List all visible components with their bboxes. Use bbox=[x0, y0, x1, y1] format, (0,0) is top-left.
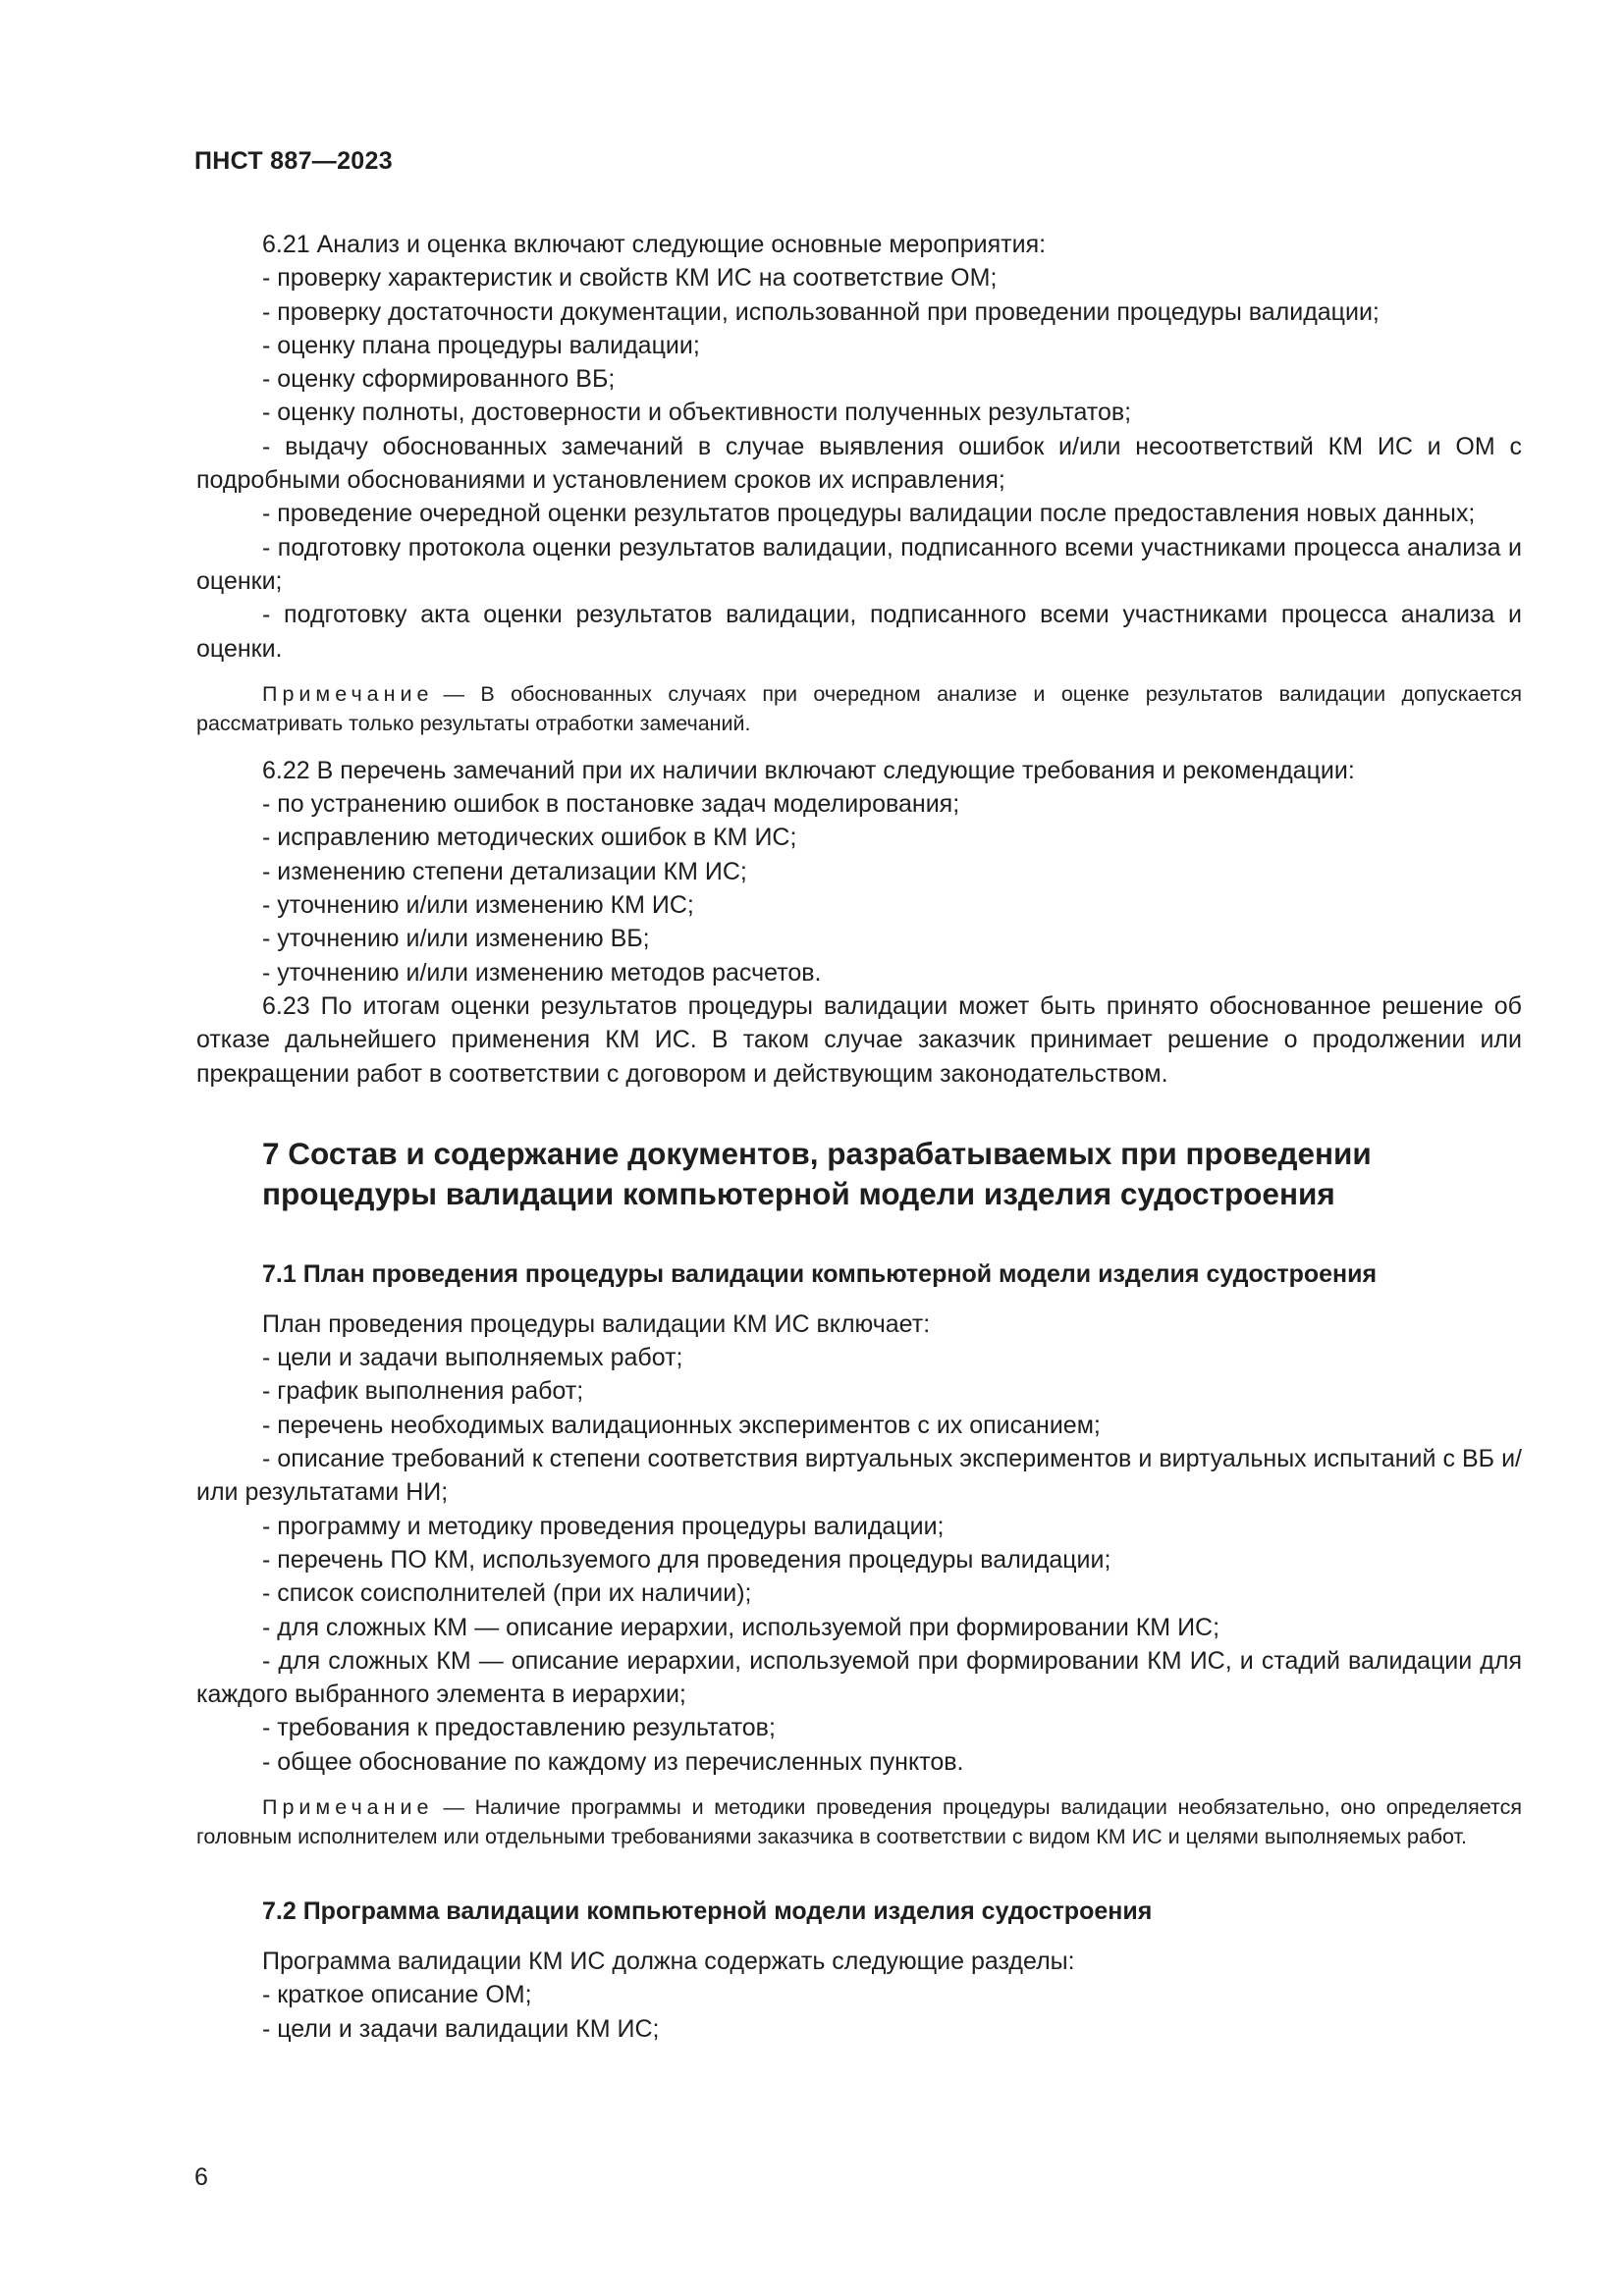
section-7-1-intro: План проведения процедуры валидации КМ ИС включает: bbox=[262, 1309, 931, 1338]
list-item: - для сложных КМ — описание иерархии, используемой при формировании КМ ИС; bbox=[262, 1613, 1220, 1641]
note-text: — В обоснованных случаях при очередном анализе и оценке результатов валидации допускается рассматривать только результаты отработки замечаний. bbox=[196, 681, 1522, 735]
list-item: - список соисполнителей (при их наличии); bbox=[262, 1579, 752, 1608]
list-item: - цели и задачи валидации КМ ИС; bbox=[262, 2014, 660, 2043]
section-7-2-intro: Программа валидации КМ ИС должна содержать следующие разделы: bbox=[262, 1947, 1075, 1975]
note-text: — Наличие программы и методики проведения процедуры валидации необязательно, оно определяется головным исполнителем или отдельными требованиями заказчика в соответствии с видом КМ ИС и целями выполняемых работ. bbox=[196, 1794, 1522, 1848]
note-7-1 bbox=[196, 1792, 1522, 1851]
list-item: - краткое описание ОМ; bbox=[262, 1981, 532, 2009]
list-item: - перечень ПО КМ, используемого для проведения процедуры валидации; bbox=[262, 1545, 1111, 1574]
list-item: - по устранению ошибок в постановке задач моделирования; bbox=[262, 790, 960, 819]
list-item: - цели и задачи выполняемых работ; bbox=[262, 1344, 683, 1372]
section-6-22-intro: 6.22 В перечень замечаний при их наличии включают следующие требования и рекомендации: bbox=[262, 756, 1355, 784]
list-item: - описание требований к степени соответствия виртуальных экспериментов и виртуальных испытаний с ВБ и/или результатами НИ; bbox=[196, 1445, 1522, 1507]
section-6-23-text: 6.23 По итогам оценки результатов процедуры валидации может быть принято обоснованное решение об отказе дальнейшего применения КМ ИС. В таком случае заказчик принимает решение о продолжении или прекращении работ в соответствии с договором и действующим законодательством. bbox=[196, 991, 1522, 1088]
document-header-id: ПНСТ 887—2023 bbox=[194, 147, 393, 175]
list-item: - требования к предоставлению результатов; bbox=[262, 1714, 776, 1742]
list-item: - проверку характеристик и свойств КМ ИС на соответствие ОМ; bbox=[262, 264, 998, 293]
list-item: - оценку плана процедуры валидации; bbox=[262, 331, 700, 359]
list-item: - перечень необходимых валидационных экспериментов с их описанием; bbox=[262, 1411, 1101, 1439]
note-label: Примечание bbox=[262, 1794, 434, 1819]
list-item: - проведение очередной оценки результатов процедуры валидации после предоставления новых данных; bbox=[262, 500, 1476, 528]
list-item: - оценку сформированного ВБ; bbox=[262, 365, 616, 394]
section-7-heading: 7 Состав и содержание документов, разрабатываемых при проведении процедуры валидации компьютерной модели изделия судостроения bbox=[262, 1135, 1372, 1211]
list-item: - уточнению и/или изменению КМ ИС; bbox=[262, 891, 694, 920]
list-item: - подготовку протокола оценки результатов валидации, подписанного всеми участниками процесса анализа и оценки; bbox=[196, 533, 1522, 595]
list-item: - уточнению и/или изменению ВБ; bbox=[262, 925, 650, 953]
list-item: - изменению степени детализации КМ ИС; bbox=[262, 857, 747, 885]
list-item: - проверку достаточности документации, использованной при проведении процедуры валидации; bbox=[262, 297, 1380, 326]
list-item: - оценку полноты, достоверности и объективности полученных результатов; bbox=[262, 399, 1132, 427]
document-body bbox=[196, 228, 1522, 2046]
list-item: - подготовку акта оценки результатов валидации, подписанного всеми участниками процесса анализа и оценки. bbox=[196, 601, 1522, 663]
list-item: - выдачу обоснованных замечаний в случае выявления ошибок и/или несоответствий КМ ИС и ОМ с подробными обоснованиями и установлением сроков их исправления; bbox=[196, 432, 1522, 495]
section-7-1-heading: 7.1 План проведения процедуры валидации компьютерной модели изделия судостроения bbox=[262, 1259, 1378, 1288]
list-item: - программу и методику проведения процедуры валидации; bbox=[262, 1512, 945, 1540]
section-6-21-intro: 6.21 Анализ и оценка включают следующие основные мероприятия: bbox=[262, 231, 1047, 258]
page-number: 6 bbox=[194, 2163, 208, 2191]
list-item: - график выполнения работ; bbox=[262, 1377, 584, 1406]
list-item: - исправлению методических ошибок в КМ ИС; bbox=[262, 824, 797, 852]
note-label: Примечание bbox=[262, 681, 434, 706]
section-7-2-heading: 7.2 Программа валидации компьютерной модели изделия судостроения bbox=[262, 1896, 1153, 1925]
list-item: - общее обоснование по каждому из перечисленных пунктов. bbox=[262, 1747, 964, 1776]
list-item: - для сложных КМ — описание иерархии, используемой при формировании КМ ИС, и стадий валидации для каждого выбранного элемента в иерархии; bbox=[196, 1646, 1522, 1709]
note-6-21 bbox=[196, 679, 1522, 738]
list-item: - уточнению и/или изменению методов расчетов. bbox=[262, 958, 822, 987]
